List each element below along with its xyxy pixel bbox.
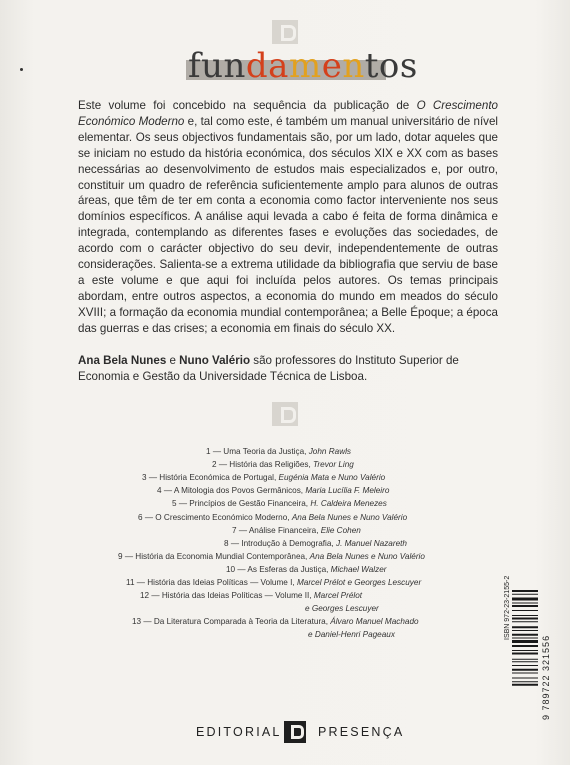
- series-list-item: [132, 616, 419, 627]
- presenca-watermark-icon: [272, 402, 298, 426]
- description-part: e, tal como este, é também um manual universitário de nível elementar. Os seus objectivos fundamentais são, por um lado, dotar aqueles que se iniciam no estudo da história económica, dos séculos XIX e XX com as bases necessárias ao desenvolvimento de estudos mais especializados e, por outro, constituir um quadro de referência suficientemente amplo para alunos de outras áreas, que têm de ter em conta a economia como factor interveniente nos seus domínios específicos. A análise aqui levada a cabo é feita de forma dinâmica e integrada, contemplando as diferentes fases e evoluções das sociedades, de acordo com o carácter objectivo do seu devir, independentemente de outras considerações. Salienta-se a extrema utilidade da bibliografia que serviu de base a este volume e que aqui foi incluída pelos autores. Os temas principais abordam, entre outros aspectos, a economia do mundo em meados do século XVIII; a formação da economia mundial contemporânea; a Belle Époque; a época das guerras e das crises; a economia em finais do século XX.: [78, 114, 498, 335]
- series-item-author: J. Manuel Nazareth: [335, 538, 407, 548]
- series-list-item: [212, 459, 354, 470]
- barcode-bar: [512, 669, 538, 671]
- series-list-item: [157, 485, 389, 496]
- description-part: Este volume foi concebido na sequência da publicação de: [78, 99, 417, 112]
- barcode-bar: [512, 653, 538, 655]
- series-list-item: [305, 603, 379, 614]
- barcode-bar: [512, 610, 538, 611]
- author-name: Nuno Valério: [179, 354, 251, 367]
- series-item-title: 2 — História das Religiões,: [212, 460, 314, 470]
- barcode-bar: [512, 626, 538, 628]
- barcode-bar: [512, 665, 538, 666]
- series-list-item: [206, 446, 351, 457]
- series-item-author: Álvaro Manuel Machado: [330, 617, 419, 627]
- author-name: Ana Bela Nunes: [78, 354, 167, 367]
- barcode-bar: [512, 659, 538, 660]
- series-item-title: 13 — Da Literatura Comparada à Teoria da Literatura,: [132, 617, 331, 627]
- series-list-item: [226, 564, 387, 575]
- barcode-bar: [512, 594, 538, 595]
- barcode-bar: [512, 598, 538, 601]
- series-list-item: [172, 498, 387, 509]
- referenced-book-title: O Crescimento Económico Moderno: [78, 99, 498, 128]
- barcode-bar: [512, 681, 538, 682]
- presenca-logo-icon: [284, 721, 306, 743]
- series-item-author: Trevor Ling: [313, 460, 354, 470]
- series-item-title: 1 — Uma Teoria da Justiça,: [206, 447, 309, 456]
- series-list-item: [138, 512, 407, 523]
- publisher-imprint: [196, 720, 405, 744]
- barcode-bar: [512, 590, 538, 592]
- conjunction: e: [166, 354, 180, 367]
- series-item-author: e Daniel-Henri Pageaux: [308, 630, 395, 640]
- authors-affiliation: são professores do Instituto Superior de Economia e Gestão da Universidade Técnica de Lisboa.: [78, 354, 459, 383]
- barcode-bar: [512, 673, 538, 674]
- barcode-bar: [512, 615, 538, 616]
- series-item-title: 3 — História Económica de Portugal,: [142, 473, 279, 483]
- series-logo: [186, 28, 418, 90]
- barcode-bar: [512, 661, 538, 662]
- series-list-item: [140, 590, 362, 601]
- series-item-title: 7 — Análise Financeira,: [232, 525, 321, 535]
- publisher-name-left: EDITORIAL: [196, 725, 282, 739]
- series-item-author: e Georges Lescuyer: [305, 604, 379, 614]
- barcode-bar: [512, 630, 538, 631]
- barcode-bar: [512, 650, 538, 651]
- speck: [20, 68, 23, 71]
- series-item-author: H. Caldeira Menezes: [310, 499, 387, 509]
- authors-note: [78, 353, 498, 385]
- series-item-title: 5 — Princípios de Gestão Financeira,: [172, 499, 311, 509]
- series-item-title: 12 — História das Ideias Políticas — Volume II,: [140, 591, 314, 601]
- publisher-name-right: PRESENÇA: [318, 725, 405, 739]
- description-text: [78, 98, 498, 337]
- barcode-bar: [512, 605, 538, 607]
- series-item-author: Michael Walzer: [330, 564, 387, 574]
- series-list-item: [224, 538, 407, 549]
- series-item-title: 11 — História das Ideias Políticas — Volume I,: [126, 578, 297, 587]
- barcode-bar: [512, 603, 538, 604]
- barcode-bar: [512, 684, 538, 686]
- barcode-bar: [512, 621, 538, 622]
- barcode-bar: [512, 645, 538, 647]
- series-list-item: [232, 525, 361, 536]
- series-item-author: John Rawls: [308, 447, 352, 456]
- series-item-title: 4 — A Mitologia dos Povos Germânicos,: [157, 486, 306, 496]
- series-item-author: Maria Lucília F. Meleiro: [305, 486, 390, 496]
- series-item-author: Ana Bela Nunes e Nuno Valério: [291, 512, 408, 522]
- series-item-title: 8 — Introdução à Demografia,: [224, 538, 336, 548]
- series-item-title: 9 — História da Economia Mundial Contemporânea,: [118, 551, 310, 561]
- series-list-item: [142, 472, 385, 483]
- isbn-number: ISBN 972-23-2155-2: [504, 575, 511, 640]
- series-list-item: [126, 577, 421, 588]
- series-item-author: Elie Cohen: [320, 525, 361, 535]
- series-item-author: Marcel Prélot e Georges Lescuyer: [296, 578, 422, 587]
- series-list-item: [118, 551, 425, 562]
- series-item-title: 10 — As Esferas da Justiça,: [226, 564, 331, 574]
- barcode-bar: [512, 634, 538, 636]
- series-item-title: 6 — O Crescimento Económico Moderno,: [138, 512, 292, 522]
- barcode-bar: [512, 640, 538, 643]
- series-list-item: [308, 629, 395, 640]
- barcode-digits: 9 789722 321556: [541, 634, 551, 720]
- series-item-author: Eugénia Mata e Nuno Valério: [278, 473, 386, 483]
- barcode-bar: [512, 638, 538, 639]
- series-logo-text: fundamentos: [188, 46, 418, 86]
- presenca-watermark-icon: [272, 20, 298, 44]
- barcode-bar: [512, 618, 538, 620]
- barcode-bar: [512, 678, 538, 679]
- series-item-author: Ana Bela Nunes e Nuno Valério: [309, 551, 425, 561]
- series-item-author: Marcel Prélot: [313, 591, 363, 601]
